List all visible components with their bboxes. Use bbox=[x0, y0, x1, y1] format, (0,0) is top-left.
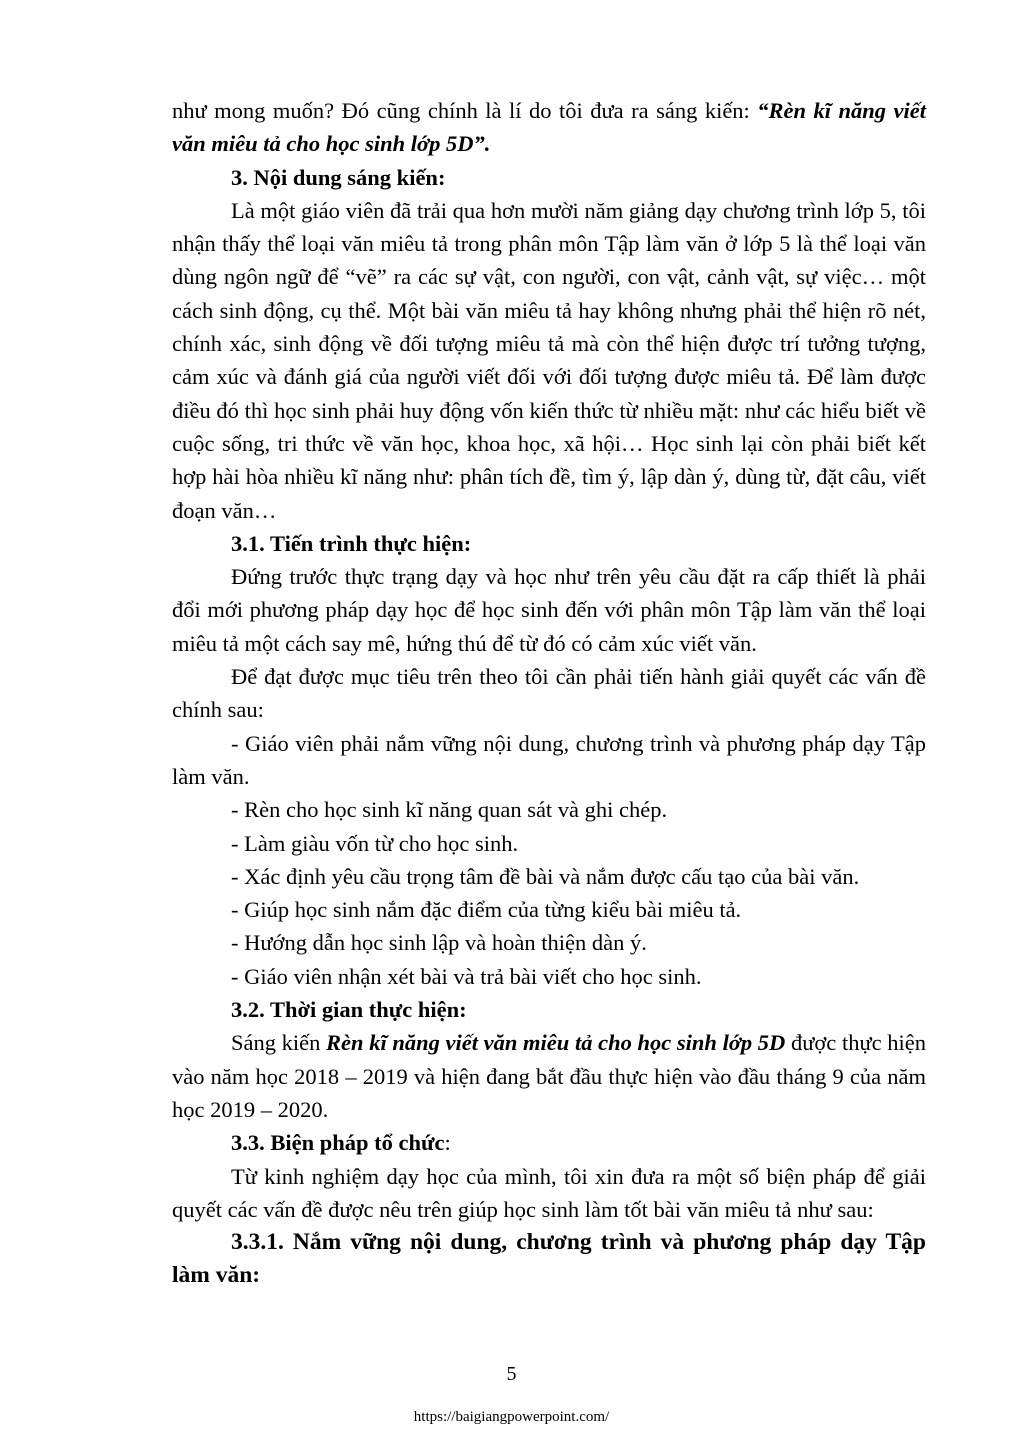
document-body bbox=[172, 94, 926, 1293]
list-item: - Làm giàu vốn từ cho học sinh. bbox=[231, 830, 519, 856]
page-number: 5 bbox=[506, 1363, 517, 1385]
list-item: - Rèn cho học sinh kĩ năng quan sát và ghi chép. bbox=[231, 797, 668, 823]
list-item: - Xác định yêu cầu trọng tâm đề bài và nắm được cấu tạo của bài văn. bbox=[231, 863, 860, 889]
paragraph-text: như mong muốn? Đó cũng chính là lí do tôi đưa ra sáng kiến: bbox=[172, 98, 758, 123]
section-heading-3: 3. Nội dung sáng kiến: bbox=[231, 164, 446, 190]
paragraph-process: Đứng trước thực trạng dạy và học như trên yêu cầu đặt ra cấp thiết là phải đổi mới phương pháp dạy học để học sinh đến với phân môn Tập làm văn thể loại miêu tả một cách say mê, hứng thú để từ đó có cảm xúc viết văn. bbox=[172, 564, 926, 656]
paragraph-text: Sáng kiến bbox=[231, 1030, 327, 1056]
paragraph-intro-continuation bbox=[172, 94, 926, 161]
list-item: - Hướng dẫn học sinh lập và hoàn thiện dàn ý. bbox=[231, 930, 647, 956]
initiative-title-emphasis: “Rèn kĩ năng viết văn miêu tả cho học sinh lớp 5D”. bbox=[172, 98, 927, 157]
list-item: - Giúp học sinh nắm đặc điểm của từng kiểu bài miêu tả. bbox=[231, 897, 742, 923]
paragraph-timeline bbox=[172, 1026, 926, 1126]
section-heading-3-3 bbox=[172, 1126, 926, 1159]
list-item: - Giáo viên nhận xét bài và trả bài viết cho học sinh. bbox=[231, 963, 702, 989]
footer-url: https://baigiangpowerpoint.com/ bbox=[413, 1409, 610, 1425]
section-heading-3-3-1: 3.3.1. Nắm vững nội dung, chương trình và phương pháp dạy Tập làm văn: bbox=[172, 1229, 926, 1289]
heading-colon: : bbox=[444, 1130, 451, 1156]
section-heading-3-1: 3.1. Tiến trình thực hiện: bbox=[231, 530, 472, 556]
initiative-title-emphasis: Rèn kĩ năng viết văn miêu tả cho học sinh lớp 5D bbox=[326, 1030, 786, 1056]
section-heading-3-2: 3.2. Thời gian thực hiện: bbox=[231, 997, 467, 1023]
list-item: - Giáo viên phải nắm vững nội dung, chương trình và phương pháp dạy Tập làm văn. bbox=[172, 730, 926, 789]
paragraph-goals: Để đạt được mục tiêu trên theo tôi cần phải tiến hành giải quyết các vấn đề chính sau: bbox=[172, 664, 926, 723]
paragraph-text: được thực hiện vào năm học 2018 – 2019 và hiện đang bắt đầu thực hiện vào đầu tháng 9 của năm học 2019 – 2020. bbox=[172, 1030, 927, 1122]
paragraph-measures: Từ kinh nghiệm dạy học của mình, tôi xin đưa ra một số biện pháp để giải quyết các vấn đề được nêu trên giúp học sinh làm tốt bài văn miêu tả như sau: bbox=[172, 1163, 926, 1222]
paragraph-content-intro: Là một giáo viên đã trải qua hơn mười năm giảng dạy chương trình lớp 5, tôi nhận thấy thể loại văn miêu tả trong phân môn Tập làm văn ở lớp 5 là thể loại văn dùng ngôn ngữ để “vẽ” ra các sự vật, con người, con vật, cảnh vật, sự việc… một cách sinh động, cụ thể. Một bài văn miêu tả hay không nhưng phải thể hiện rõ nét, chính xác, sinh động về đối tượng miêu tả mà còn thể hiện được trí tưởng tượng, cảm xúc và đánh giá của người viết đối với đối tượng được miêu tả. Để làm được điều đó thì học sinh phải huy động vốn kiến thức từ nhiều mặt: như các hiểu biết về cuộc sống, tri thức về văn học, khoa học, xã hội… Học sinh lại còn phải biết kết hợp hài hòa nhiều kĩ năng như: phân tích đề, tìm ý, lập dàn ý, dùng từ, đặt câu, viết đoạn văn… bbox=[172, 197, 926, 523]
section-heading-text: 3.3. Biện pháp tổ chức bbox=[231, 1130, 445, 1156]
